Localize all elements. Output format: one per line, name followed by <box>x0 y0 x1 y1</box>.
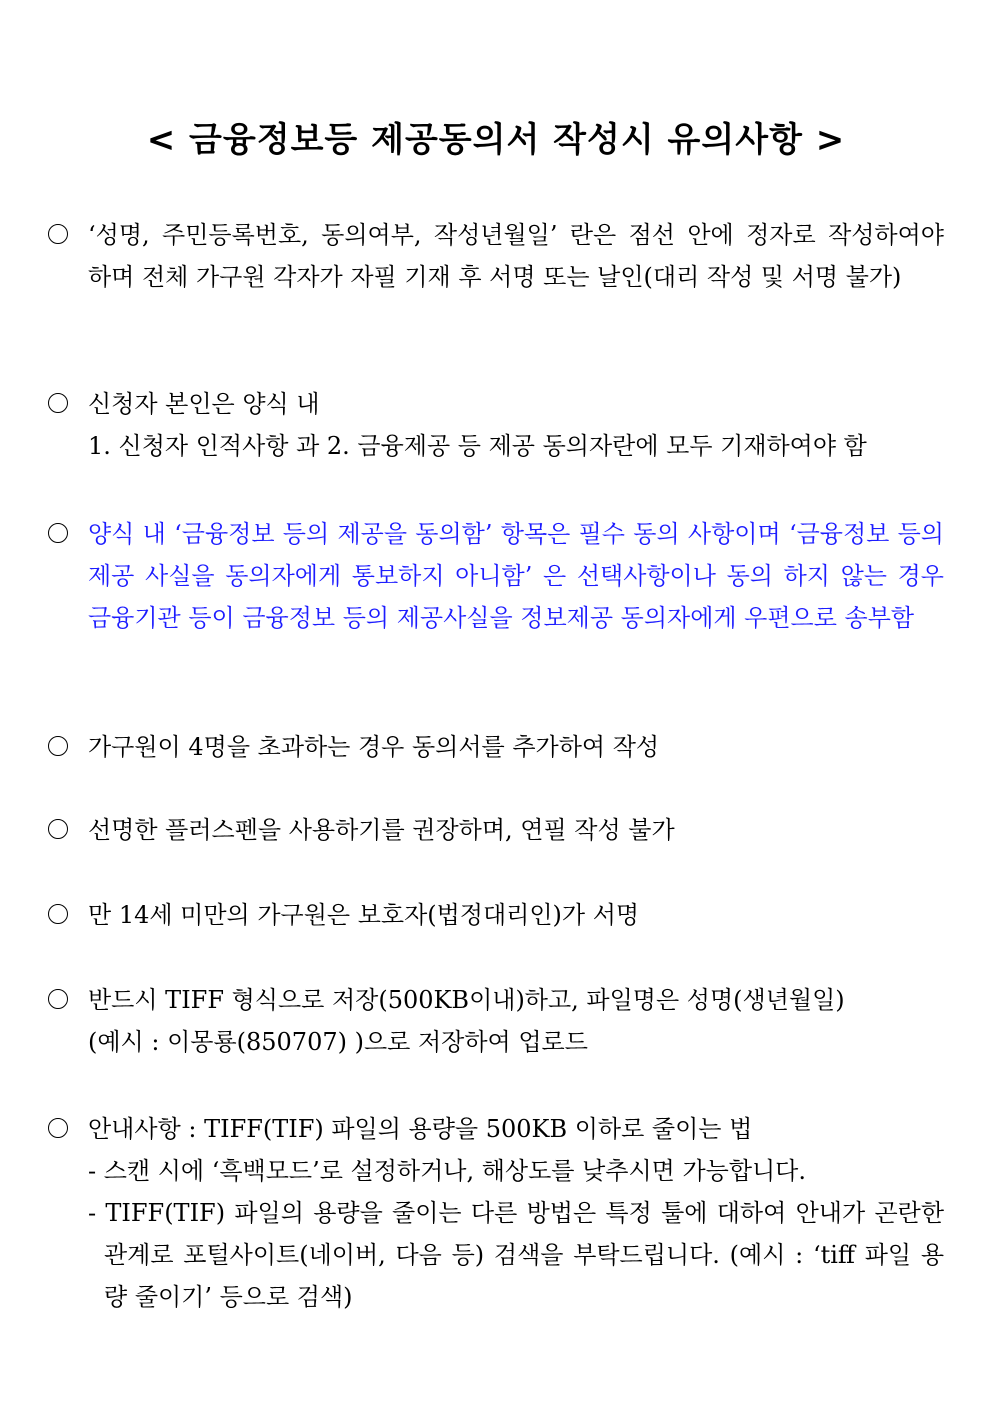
circle-bullet-icon <box>48 989 68 1009</box>
circle-bullet-icon <box>48 904 68 924</box>
notice-item-consent <box>48 513 944 639</box>
notice-text: 가구원이 4명을 초과하는 경우 동의서를 추가하여 작성 <box>88 733 660 761</box>
guide-dash-item: - 스캔 시에 ‘흑백모드’로 설정하거나, 해상도를 낮추시면 가능합니다. <box>88 1157 806 1185</box>
circle-bullet-icon <box>48 224 68 244</box>
notice-subtext: 1. 신청자 인적사항 과 2. 금융제공 등 제공 동의자란에 모두 기재하여야 함 <box>88 432 867 460</box>
notice-text: 양식 내 ‘금융정보 등의 제공을 동의함’ 항목은 필수 동의 사항이며 ‘금융정보 등의 제공 사실을 동의자에게 통보하지 아니함’ 은 선택사항이나 동의 하지 않는 경우 금융기관 등이 금융정보 등의 제공사실을 정보제공 동의자에게 우편으로 송부함 <box>88 520 944 632</box>
notice-subtext: (예시 : 이몽룡(850707) )으로 저장하여 업로드 <box>88 1028 588 1056</box>
notice-item-signature <box>48 214 944 298</box>
notice-item-guide <box>48 1108 944 1318</box>
notice-text: 신청자 본인은 양식 내 <box>88 390 320 418</box>
notice-item-pen <box>48 809 944 851</box>
notice-item-tiff <box>48 979 944 1063</box>
notice-text: 안내사항 : TIFF(TIF) 파일의 용량을 500KB 이하로 줄이는 법 <box>88 1115 753 1143</box>
page-title: < 금융정보등 제공동의서 작성시 유의사항 > <box>146 120 846 160</box>
notice-item-applicant <box>48 383 944 467</box>
notice-item-minor <box>48 894 944 936</box>
notice-item-household <box>48 726 944 768</box>
notice-text: ‘성명, 주민등록번호, 동의여부, 작성년월일’ 란은 점선 안에 정자로 작성하여야 하며 전체 가구원 각자가 자필 기재 후 서명 또는 날인(대리 작성 및 서명 불가) <box>88 221 944 291</box>
circle-bullet-icon <box>48 393 68 413</box>
circle-bullet-icon <box>48 819 68 839</box>
notice-text: 선명한 플러스펜을 사용하기를 권장하며, 연필 작성 불가 <box>88 816 675 844</box>
circle-bullet-icon <box>48 736 68 756</box>
guide-dash-item: - TIFF(TIF) 파일의 용량을 줄이는 다른 방법은 특정 툴에 대하여 안내가 곤란한 관계로 포털사이트(네이버, 다음 등) 검색을 부탁드립니다. (예시 : ‘tiff 파일 용량 줄이기’ 등으로 검색) <box>88 1199 944 1311</box>
circle-bullet-icon <box>48 523 68 543</box>
circle-bullet-icon <box>48 1118 68 1138</box>
notice-text: 반드시 TIFF 형식으로 저장(500KB이내)하고, 파일명은 성명(생년월일) <box>88 986 845 1014</box>
notice-text: 만 14세 미만의 가구원은 보호자(법정대리인)가 서명 <box>88 901 640 929</box>
